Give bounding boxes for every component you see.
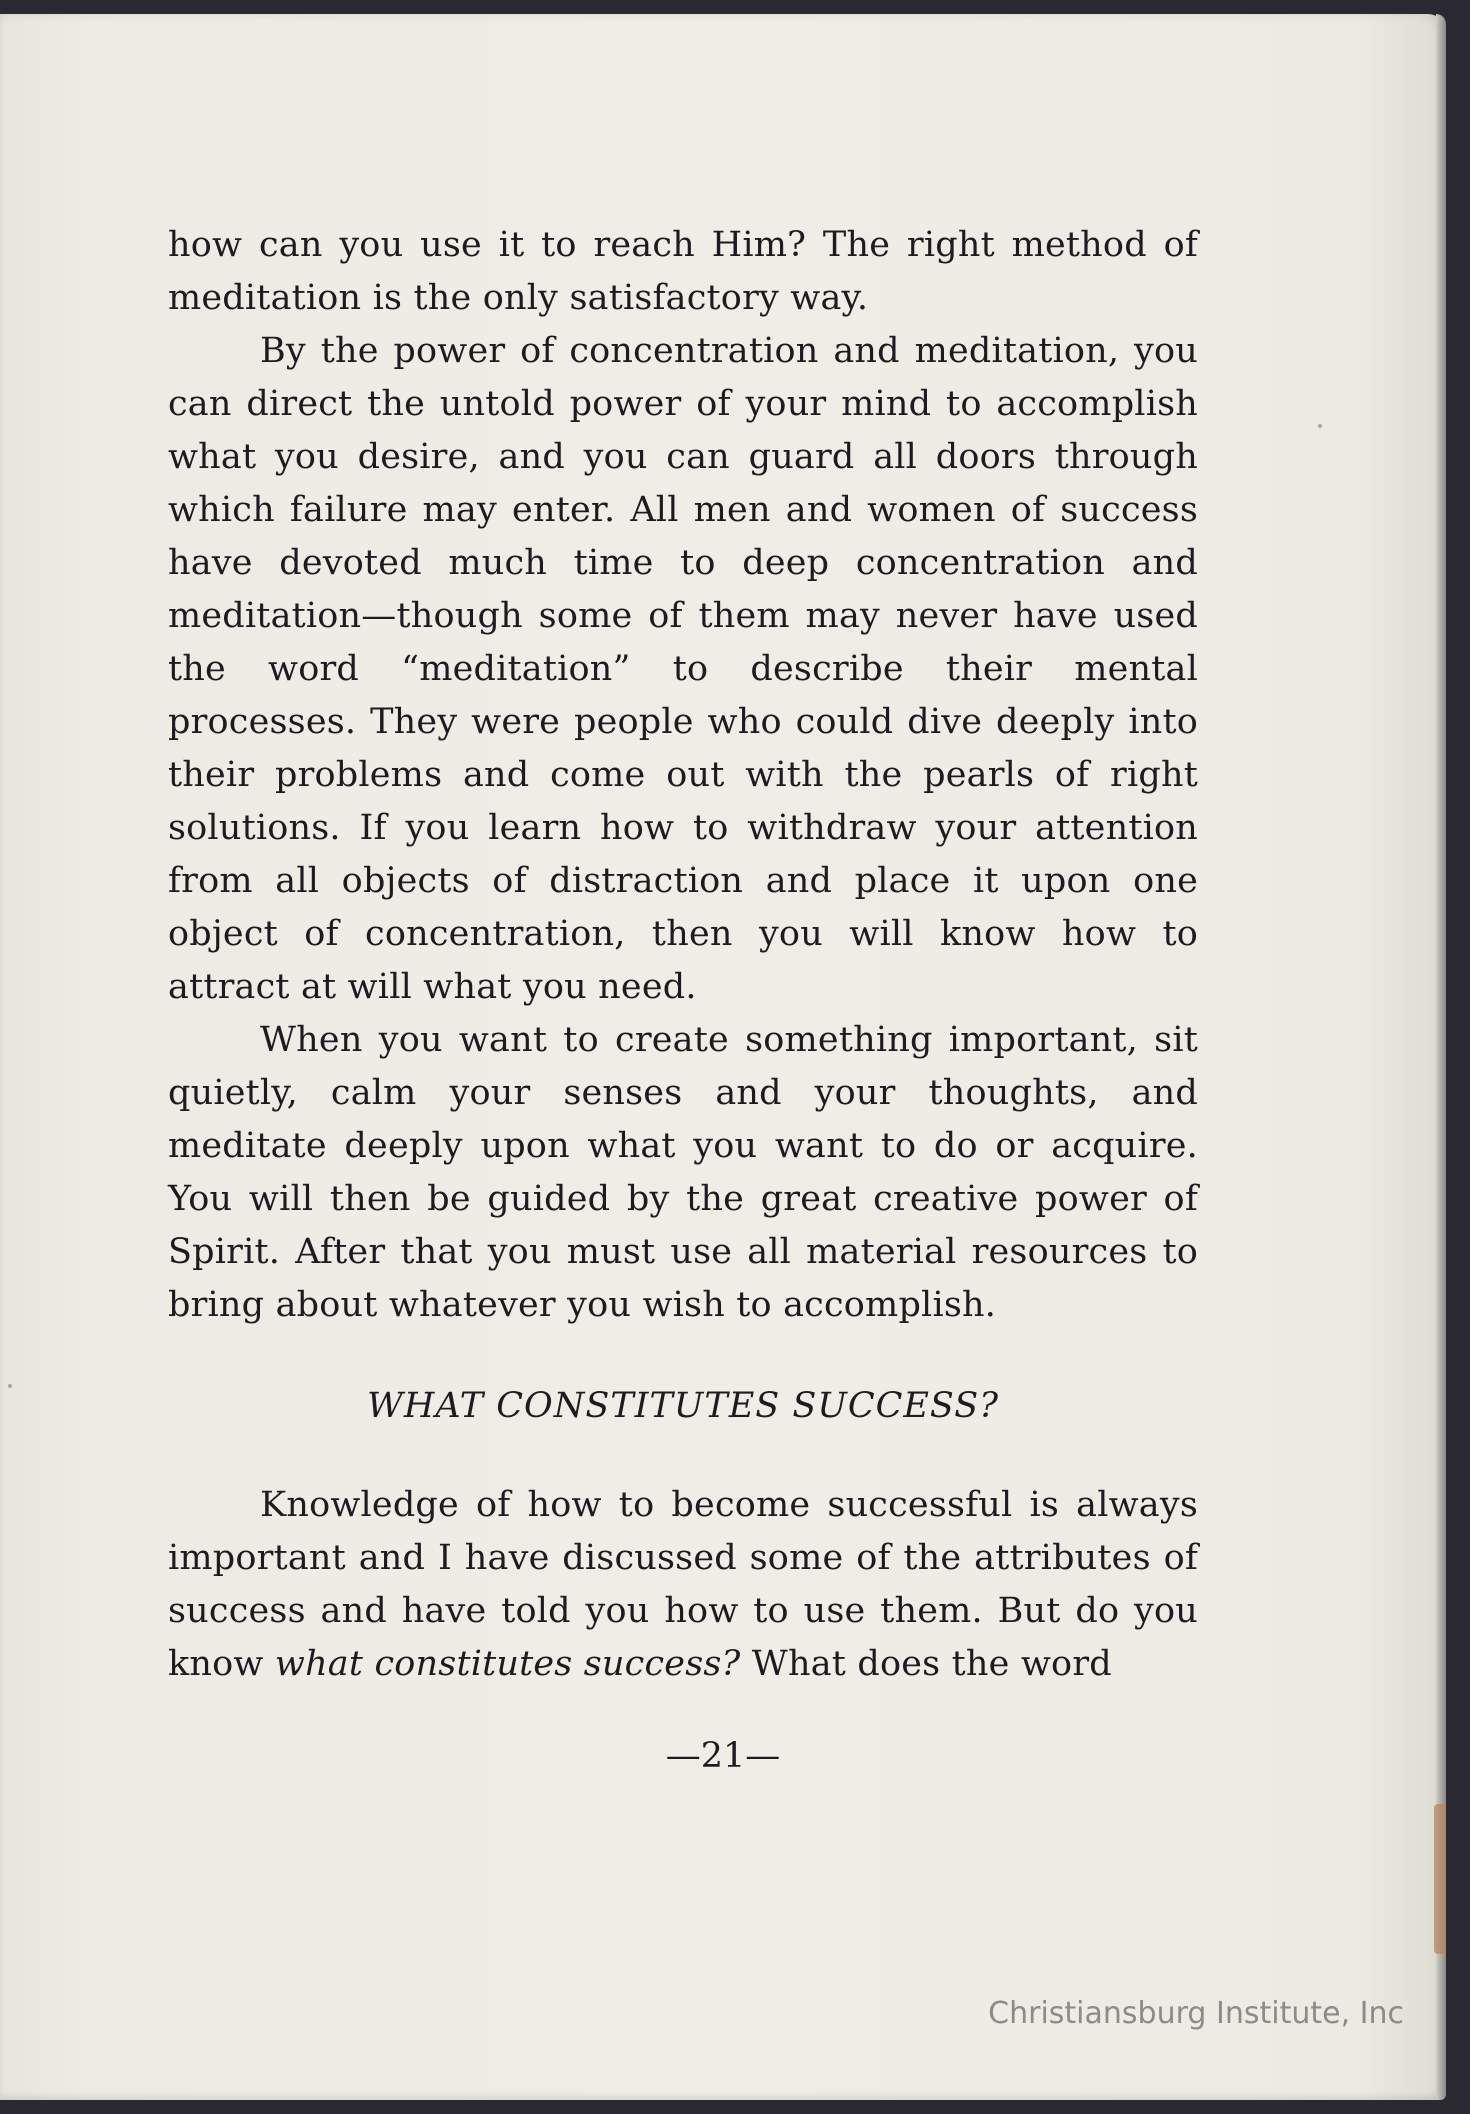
paper-speck — [8, 1384, 12, 1388]
page-tab-mark — [1434, 1804, 1446, 1954]
paragraph-success — [168, 1479, 1198, 1691]
watermark-text: Christiansburg Institute, Inc — [988, 1996, 1404, 2031]
paragraph-success-italic: what constitutes success? — [274, 1644, 741, 1684]
body-text — [168, 219, 1198, 1691]
paragraph-concentration: By the power of concentration and meditation, you can direct the untold power of your mind to accomplish what you desire, and you can guard all doors through which failure may enter. All men and women of success have devoted much time to deep concentration and meditation—though some of them may never have used the word “meditation” to describe their mental processes. They were people who could dive deeply into their problems and come out with the pearls of right solutions. If you learn how to withdraw your attention from all objects of distraction and place it upon one object of concentration, then you will know how to attract at will what you need. — [168, 331, 1198, 1007]
paragraph-success-tail: What does the word — [740, 1644, 1112, 1684]
paper-speck — [1318, 424, 1322, 428]
paragraph-continuation: how can you use it to reach Him? The right method of meditation is the only satisfactory way. — [168, 225, 1198, 318]
page-edge — [1436, 14, 1446, 2100]
book-page — [0, 14, 1446, 2100]
paragraph-success-lead: Knowledge of how to become successful is always important and I have discussed some of the attributes of success and have told you how to use them. But do you know — [168, 1485, 1198, 1684]
section-heading: WHAT CONSTITUTES SUCCESS? — [366, 1386, 1000, 1426]
paragraph-create: When you want to create something important, sit quietly, calm your senses and your thoughts, and meditate deeply upon what you want to do or acquire. You will then be guided by the great creative power of Spirit. After that you must use all material resources to bring about whatever you wish to accomplish. — [168, 1020, 1198, 1325]
page-number: —21— — [665, 1736, 781, 1776]
